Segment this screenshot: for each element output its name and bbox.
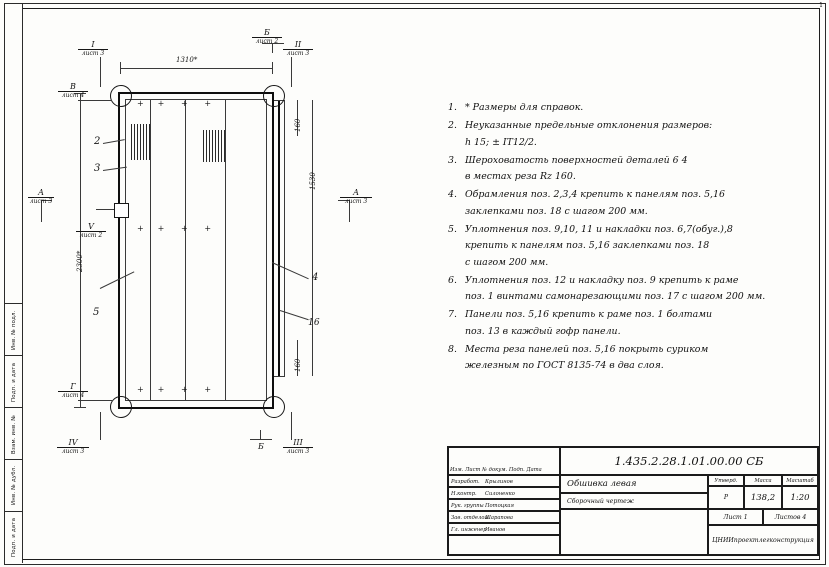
- product-name-line1: Обшивка левая: [560, 475, 708, 493]
- mark-III-label: III: [293, 438, 303, 447]
- section-line-b-bottom: [250, 439, 272, 440]
- mark-IV-sub: лист 3: [61, 448, 85, 455]
- dimension-ext-top-right: [272, 62, 273, 74]
- leader-top-right: [291, 57, 292, 87]
- panel-top-edge: [118, 92, 274, 94]
- note-5-line1: Уплотнения поз. 9,10, 11 и накладки поз. 6,7(обуг.),8: [465, 223, 733, 235]
- note-6-line1: Уплотнения поз. 12 и накладку поз. 9 крепить к раме: [465, 274, 739, 286]
- note-item-7: [448, 307, 808, 340]
- panel-seam-mid: [185, 99, 186, 401]
- pos-4-label: 4: [312, 272, 319, 283]
- panel-seam-mid2: [225, 99, 226, 401]
- mark-V: [76, 222, 106, 240]
- dimension-right-total: 1530: [309, 172, 317, 190]
- pointer-g-left: [78, 400, 112, 401]
- dimension-line-top: [120, 68, 272, 69]
- mark-B-top: [252, 28, 282, 46]
- rev-h-2: № докум.: [482, 466, 508, 473]
- signature-row-3: [448, 511, 560, 523]
- rev-h-1: Лист: [464, 466, 481, 473]
- rivet-marks-row-top: + + + +: [137, 99, 212, 108]
- note-8-line1: Места реза панелей поз. 5,16 покрыть суриком: [465, 343, 709, 355]
- margin-text-0: Инв. № подл.: [11, 310, 17, 350]
- mark-III: [283, 438, 313, 456]
- signature-row-4: [448, 523, 560, 535]
- sig-role-2: Рук. группы: [451, 503, 484, 509]
- leader-top-left: [100, 57, 101, 87]
- product-name-line2: Сборочный чертеж: [560, 493, 708, 509]
- dimension-ext-top-left: [120, 62, 121, 74]
- note-3-line2: в местах реза Rz 160.: [465, 171, 576, 182]
- mark-G-left: [58, 382, 88, 400]
- panel-left-inner-line: [125, 99, 126, 401]
- mark-A-left-sub: лист 3: [29, 198, 53, 205]
- note-8-line2: железным по ГОСТ 8135-74 в два слоя.: [465, 360, 664, 371]
- scale-header: Масштаб: [782, 475, 818, 486]
- rev-h-4: Дата: [526, 466, 542, 473]
- mark-A-right-label: А: [352, 188, 360, 197]
- pos-3-label: 3: [94, 163, 101, 174]
- sig-name-4: Иванов: [485, 527, 506, 533]
- mark-I: [78, 40, 108, 58]
- margin-text-3: Инв. № дубл.: [11, 465, 17, 505]
- dimension-left-height: 2300*: [76, 250, 84, 272]
- sig-name-1: Силоненко: [485, 491, 515, 497]
- hatch-area-right: [203, 130, 225, 162]
- panel-right-edge: [272, 92, 274, 408]
- stage-header: Утверд.: [708, 475, 744, 486]
- signature-row-2: [448, 499, 560, 511]
- leader-bottom-right: [291, 412, 292, 440]
- dimension-line-right-total: [312, 100, 313, 376]
- mark-V-left-label: В: [70, 82, 76, 91]
- mark-B-bottom-label: Б: [258, 442, 264, 451]
- note-4-line1: Обрамления поз. 2,3,4 крепить к панелям поз. 5,16: [465, 189, 725, 200]
- right-stiffener-outer: [278, 100, 280, 376]
- note-item-8: [448, 342, 808, 375]
- mass-value: 138,2: [744, 486, 782, 509]
- mark-B-top-label: Б: [264, 28, 270, 37]
- sheet-corner-number: 1: [819, 2, 823, 9]
- mark-IV-label: IV: [68, 438, 78, 447]
- note-3-number: 3.: [448, 154, 457, 166]
- panel-right-inner-line: [266, 99, 267, 401]
- note-5-number: 5.: [448, 223, 457, 235]
- title-block: [447, 446, 819, 556]
- note-7-line2: поз. 13 в каждый гофр панели.: [465, 325, 621, 337]
- note-1-line1: * Размеры для справок.: [465, 102, 584, 113]
- sig-role-4: Гл. инженер: [451, 527, 487, 533]
- rev-h-0: Изм.: [450, 466, 464, 473]
- mark-V-left-sub: лист 4: [61, 92, 85, 99]
- note-5-line3: с шагом 200 мм.: [465, 256, 549, 268]
- signature-row-1: [448, 487, 560, 499]
- detail-circle-bottom-right: [263, 396, 285, 418]
- dimension-top-width: 1310*: [176, 56, 198, 64]
- mark-V-label: V: [88, 222, 94, 231]
- hatch-area-left: [131, 124, 151, 160]
- note-item-4: [448, 187, 808, 220]
- mark-IV: [57, 438, 89, 456]
- dimension-right-upper: 160: [294, 118, 302, 132]
- product-name-spacer: [560, 509, 708, 555]
- dimension-ext-left-bottom: [74, 407, 86, 408]
- note-item-6: [448, 273, 808, 306]
- note-7-line1: Панели поз. 5,16 крепить к раме поз. 1 болтами: [465, 309, 713, 320]
- note-2-number: 2.: [448, 120, 457, 131]
- note-4-number: 4.: [448, 189, 457, 200]
- sig-role-3: Зав. отделом: [451, 515, 489, 521]
- pos-5-label: 5: [93, 307, 100, 318]
- pointer-v-left: [96, 209, 114, 210]
- mark-V-left: [58, 82, 88, 100]
- note-1-number: 1.: [448, 102, 457, 113]
- mark-G-left-sub: лист 4: [61, 392, 85, 399]
- right-stiffener-bottom-cap: [274, 376, 285, 377]
- mark-V-sub: лист 2: [79, 232, 103, 239]
- signature-row-0: [448, 475, 560, 487]
- section-arrow-b-bottom: [260, 430, 261, 440]
- rev-h-3: Подп.: [508, 466, 525, 473]
- pos-2-label: 2: [94, 136, 101, 147]
- note-4-line2: заклепками поз. 18 с шагом 200 мм.: [465, 205, 648, 217]
- note-2-line2: h 15; ± IT12/2.: [465, 136, 537, 148]
- mark-B-top-sub: лист 2: [255, 38, 279, 45]
- sig-name-2: Потоцкая: [485, 503, 514, 509]
- dimension-right-lower: 160: [294, 358, 302, 372]
- detail-circle-bottom-left: [110, 396, 132, 418]
- mark-II-sub: лист 3: [286, 50, 310, 57]
- pos-16-label: 16: [308, 318, 320, 328]
- note-3-line1: Шероховатость поверхностей деталей 6 4: [465, 154, 688, 166]
- note-5-line2: крепить к панелям поз. 5,16 заклепками поз. 18: [465, 240, 710, 251]
- mass-header: Масса: [744, 475, 782, 486]
- mark-A-left: [28, 188, 54, 206]
- rivet-marks-row-bottom: + + + +: [137, 385, 212, 394]
- revision-col-headers: [448, 465, 560, 474]
- note-8-number: 8.: [448, 343, 457, 355]
- margin-text-1: Подп. и дата: [11, 362, 17, 402]
- rivet-marks-row-mid: + + + +: [137, 224, 212, 233]
- note-item-5: [448, 222, 808, 272]
- organization-name: ЦНИИпроектлегконструкция: [708, 525, 818, 555]
- mark-II-label: II: [294, 40, 302, 49]
- title-designation: 1.435.2.28.1.01.00.00 СБ: [560, 447, 818, 475]
- stage-value: Р: [708, 486, 744, 509]
- mark-A-right: [340, 188, 372, 206]
- note-item-1: [448, 100, 808, 117]
- margin-text-2: Взам. инв. №: [11, 415, 17, 454]
- mark-II: [283, 40, 313, 58]
- mark-I-label: I: [91, 40, 95, 49]
- sig-role-0: Разработ.: [451, 479, 480, 485]
- panel-bottom-edge: [118, 407, 274, 409]
- detail-circle-top-left: [110, 85, 132, 107]
- sig-name-3: Шарапова: [485, 515, 514, 521]
- signature-block-footer: [448, 535, 560, 555]
- detail-circle-top-right: [263, 85, 285, 107]
- mark-I-sub: лист 3: [81, 50, 105, 57]
- note-6-number: 6.: [448, 274, 457, 286]
- detail-square-middle-left: [114, 203, 129, 218]
- note-7-number: 7.: [448, 309, 457, 320]
- leader-bottom-left: [100, 412, 101, 440]
- mark-III-sub: лист 3: [286, 448, 310, 455]
- sig-role-1: Н.контр.: [451, 491, 477, 497]
- mark-G-left-label: Г: [70, 382, 76, 391]
- note-item-3: [448, 153, 808, 186]
- right-stiffener-inner: [284, 100, 285, 376]
- panel-bottom-inner-line: [125, 400, 267, 401]
- mark-A-left-label: А: [37, 188, 45, 197]
- note-6-line2: поз. 1 винтами самонарезающими поз. 17 с шагом 200 мм.: [465, 291, 766, 302]
- mark-A-right-sub: лист 3: [344, 198, 368, 205]
- note-item-2: [448, 118, 808, 151]
- margin-text-4: Подп. и дата: [11, 517, 17, 557]
- sheet-number: Лист 1: [708, 509, 763, 525]
- scale-value: 1:20: [782, 486, 818, 509]
- pointer-b-left: [78, 100, 112, 101]
- mark-B-bottom: [248, 442, 274, 451]
- note-2-line1: Неуказанные предельные отклонения размеров:: [465, 120, 713, 131]
- technical-requirements-list: [448, 100, 808, 376]
- sig-name-0: Крылинов: [485, 479, 513, 485]
- sheets-total: Листов 4: [763, 509, 818, 525]
